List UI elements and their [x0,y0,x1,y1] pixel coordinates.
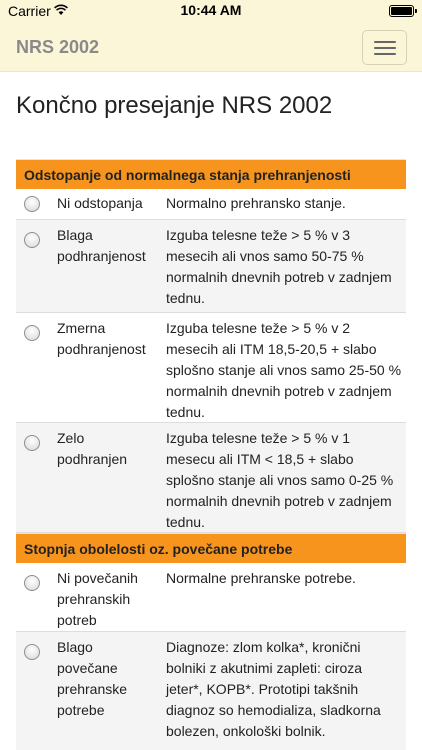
menu-button[interactable] [362,30,407,65]
radio-button[interactable] [24,325,40,341]
hamburger-menu-icon [374,41,396,43]
option-category: Ni povečanih prehranskih potreb [57,570,138,628]
option-category: Ni odstopanja [57,195,143,211]
screening-table [16,159,406,750]
section-header-nutrition: Odstopanje od normalnega stanja prehranjenosti [16,159,406,189]
carrier-label: Carrier [8,3,51,19]
status-time: 10:44 AM [180,2,242,18]
option-category: Zmerna podhranjenost [57,320,146,357]
option-description: Izguba telesne teže > 5 % v 1 mesecu ali ITM < 18,5 + slabo splošno stanje ali vnos samo 0-25 % normalnih dnevnih potreb v zadnjem tednu. [166,430,394,530]
app-title: NRS 2002 [16,37,100,57]
radio-button[interactable] [24,435,40,451]
option-category: Blaga podhranjenost [57,227,146,264]
option-description: Izguba telesne teže > 5 % v 2 mesecih ali ITM 18,5-20,5 + slabo splošno stanje ali vnos samo 25-50 % normalnih dnevnih potreb v zadnjem tednu. [166,320,402,420]
option-row[interactable] [16,313,406,423]
option-description: Normalne prehranske potrebe. [166,570,356,586]
radio-button[interactable] [24,644,40,660]
option-row[interactable] [16,632,406,750]
radio-button[interactable] [24,232,40,248]
radio-button[interactable] [24,196,40,212]
option-row[interactable] [16,189,406,220]
option-description: Normalno prehransko stanje. [166,195,346,211]
page-title: Končno presejanje NRS 2002 [16,92,333,119]
navigation-bar [0,22,422,72]
option-description: Diagnoze: zlom kolka*, kronični bolniki z akutnimi zapleti: ciroza jeter*, KOPB*. Prototipi takšnih diagnoz so hemodializa, sladkorna bolezen, onkološki bolnik. [166,639,381,739]
option-description: Izguba telesne teže > 5 % v 3 mesecih ali vnos samo 50-75 % normalnih dnevnih potreb v zadnjem tednu. [166,227,392,306]
section-header-morbidity: Stopnja obolelosti oz. povečane potrebe [16,533,406,563]
option-category: Zelo podhranjen [57,430,128,467]
battery-icon [389,5,414,17]
radio-button[interactable] [24,575,40,591]
option-row[interactable] [16,563,406,632]
status-bar [0,0,422,22]
option-row[interactable] [16,423,406,533]
option-row[interactable] [16,220,406,313]
option-category: Blago povečane prehranske potrebe [57,639,128,718]
